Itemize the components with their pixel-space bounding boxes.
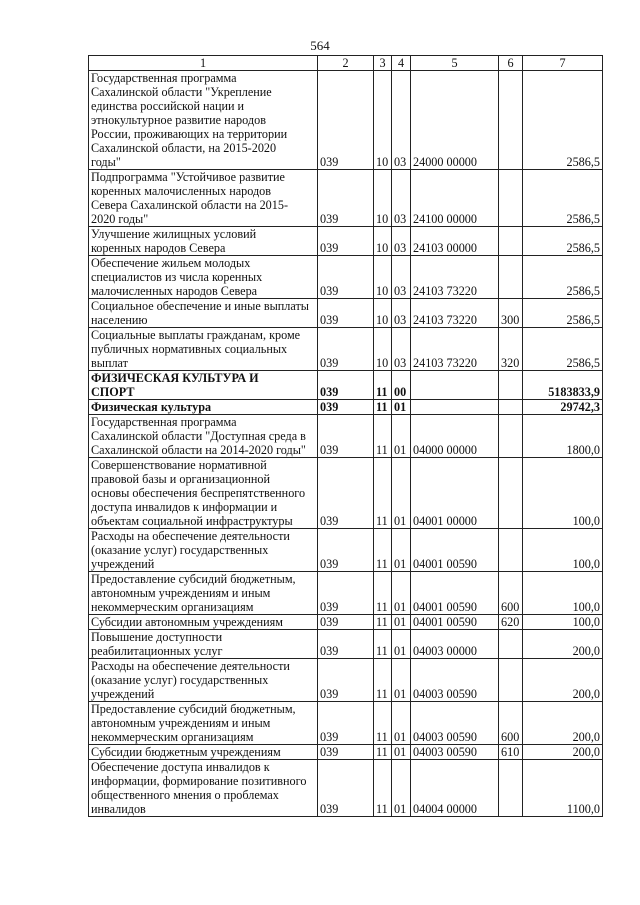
row-amount: 100,0 (523, 572, 603, 615)
row-target-code: 04003 00000 (411, 630, 499, 659)
row-admin-code: 039 (318, 71, 374, 170)
row-expense-type: 300 (499, 299, 523, 328)
row-target-code: 04004 00000 (411, 760, 499, 817)
row-admin-code: 039 (318, 458, 374, 529)
row-amount: 2586,5 (523, 299, 603, 328)
row-target-code: 04000 00000 (411, 415, 499, 458)
table-row (89, 371, 603, 400)
row-target-code: 04003 00590 (411, 745, 499, 760)
row-amount: 2586,5 (523, 71, 603, 170)
table-row (89, 328, 603, 371)
row-name: ФИЗИЧЕСКАЯ КУЛЬТУРА И СПОРТ (89, 371, 318, 400)
row-admin-code: 039 (318, 615, 374, 630)
row-name: Повышение доступности реабилитационных услуг (89, 630, 318, 659)
table-row (89, 71, 603, 170)
row-target-code: 04003 00590 (411, 702, 499, 745)
row-admin-code: 039 (318, 630, 374, 659)
table-row (89, 572, 603, 615)
row-expense-type (499, 170, 523, 227)
row-amount: 2586,5 (523, 170, 603, 227)
row-admin-code: 039 (318, 415, 374, 458)
row-amount: 29742,3 (523, 400, 603, 415)
row-subsection-code: 03 (392, 71, 411, 170)
row-admin-code: 039 (318, 572, 374, 615)
row-amount: 5183833,9 (523, 371, 603, 400)
row-amount: 2586,5 (523, 227, 603, 256)
table-row (89, 458, 603, 529)
budget-table (88, 55, 603, 817)
row-admin-code: 039 (318, 371, 374, 400)
row-target-code: 04001 00590 (411, 529, 499, 572)
table-row (89, 415, 603, 458)
column-header: 5 (411, 56, 499, 71)
row-subsection-code: 03 (392, 256, 411, 299)
row-amount: 200,0 (523, 659, 603, 702)
row-subsection-code: 01 (392, 702, 411, 745)
row-admin-code: 039 (318, 227, 374, 256)
row-name: Предоставление субсидий бюджетным, автономным учреждениям и иным некоммерческим организациям (89, 702, 318, 745)
row-subsection-code: 01 (392, 659, 411, 702)
row-expense-type: 320 (499, 328, 523, 371)
row-target-code: 24103 73220 (411, 328, 499, 371)
column-header: 3 (374, 56, 392, 71)
row-target-code: 24103 73220 (411, 299, 499, 328)
row-name: Государственная программа Сахалинской области "Доступная среда в Сахалинской области на 2014-2020 годы" (89, 415, 318, 458)
row-subsection-code: 01 (392, 458, 411, 529)
row-section-code: 11 (374, 371, 392, 400)
row-expense-type (499, 256, 523, 299)
row-admin-code: 039 (318, 400, 374, 415)
row-section-code: 11 (374, 745, 392, 760)
row-admin-code: 039 (318, 299, 374, 328)
row-expense-type (499, 760, 523, 817)
row-target-code: 04001 00590 (411, 572, 499, 615)
row-name: Социальные выплаты гражданам, кроме публичных нормативных социальных выплат (89, 328, 318, 371)
row-name: Расходы на обеспечение деятельности (оказание услуг) государственных учреждений (89, 659, 318, 702)
row-amount: 200,0 (523, 630, 603, 659)
row-section-code: 11 (374, 702, 392, 745)
table-row (89, 702, 603, 745)
table-row (89, 630, 603, 659)
row-name: Обеспечение доступа инвалидов к информации, формирование позитивного общественного мнения о проблемах инвалидов (89, 760, 318, 817)
row-subsection-code: 01 (392, 529, 411, 572)
row-expense-type (499, 529, 523, 572)
row-section-code: 11 (374, 400, 392, 415)
row-subsection-code: 01 (392, 415, 411, 458)
table-row (89, 529, 603, 572)
table-row (89, 745, 603, 760)
row-expense-type (499, 630, 523, 659)
row-subsection-code: 01 (392, 615, 411, 630)
row-subsection-code: 01 (392, 745, 411, 760)
row-subsection-code: 01 (392, 630, 411, 659)
row-section-code: 10 (374, 170, 392, 227)
row-expense-type (499, 415, 523, 458)
row-admin-code: 039 (318, 745, 374, 760)
row-amount: 1100,0 (523, 760, 603, 817)
row-section-code: 11 (374, 529, 392, 572)
row-expense-type: 620 (499, 615, 523, 630)
row-target-code: 04003 00590 (411, 659, 499, 702)
row-subsection-code: 01 (392, 572, 411, 615)
row-expense-type (499, 659, 523, 702)
row-section-code: 11 (374, 630, 392, 659)
row-expense-type: 610 (499, 745, 523, 760)
table-row (89, 256, 603, 299)
page-number: 564 (310, 38, 330, 53)
row-subsection-code: 01 (392, 760, 411, 817)
table-row (89, 227, 603, 256)
row-name: Государственная программа Сахалинской области "Укрепление единства российской нации и этнокультурное развитие народов России, проживающих на территории Сахалинской области, на 2015-2020 годы" (89, 71, 318, 170)
row-target-code: 24000 00000 (411, 71, 499, 170)
row-target-code: 24103 00000 (411, 227, 499, 256)
row-name: Совершенствование нормативной правовой базы и организационной основы обеспечения беспрепятственного доступа инвалидов к информации и объектам социальной инфраструктуры (89, 458, 318, 529)
row-admin-code: 039 (318, 760, 374, 817)
row-amount: 1800,0 (523, 415, 603, 458)
row-target-code: 04001 00000 (411, 458, 499, 529)
row-section-code: 11 (374, 760, 392, 817)
header-row (89, 56, 603, 71)
row-section-code: 11 (374, 572, 392, 615)
column-header: 1 (89, 56, 318, 71)
row-expense-type (499, 371, 523, 400)
row-name: Предоставление субсидий бюджетным, автономным учреждениям и иным некоммерческим организациям (89, 572, 318, 615)
column-header: 6 (499, 56, 523, 71)
row-name: Улучшение жилищных условий коренных народов Севера (89, 227, 318, 256)
row-section-code: 11 (374, 415, 392, 458)
row-name: Расходы на обеспечение деятельности (оказание услуг) государственных учреждений (89, 529, 318, 572)
row-name: Обеспечение жильем молодых специалистов из числа коренных малочисленных народов Севера (89, 256, 318, 299)
row-subsection-code: 01 (392, 400, 411, 415)
column-header: 4 (392, 56, 411, 71)
row-target-code: 24103 73220 (411, 256, 499, 299)
row-admin-code: 039 (318, 702, 374, 745)
row-expense-type (499, 227, 523, 256)
row-amount: 2586,5 (523, 256, 603, 299)
row-subsection-code: 03 (392, 170, 411, 227)
row-expense-type (499, 400, 523, 415)
row-name: Социальное обеспечение и иные выплаты населению (89, 299, 318, 328)
row-admin-code: 039 (318, 529, 374, 572)
table-row (89, 615, 603, 630)
row-name: Субсидии автономным учреждениям (89, 615, 318, 630)
row-amount: 200,0 (523, 745, 603, 760)
table-row (89, 170, 603, 227)
row-section-code: 10 (374, 328, 392, 371)
row-expense-type (499, 458, 523, 529)
row-section-code: 11 (374, 458, 392, 529)
row-section-code: 11 (374, 615, 392, 630)
row-expense-type: 600 (499, 572, 523, 615)
table-row (89, 659, 603, 702)
row-admin-code: 039 (318, 328, 374, 371)
row-target-code (411, 371, 499, 400)
row-section-code: 10 (374, 71, 392, 170)
row-admin-code: 039 (318, 170, 374, 227)
row-subsection-code: 03 (392, 299, 411, 328)
row-expense-type (499, 71, 523, 170)
column-header: 7 (523, 56, 603, 71)
row-section-code: 10 (374, 299, 392, 328)
row-name: Физическая культура (89, 400, 318, 415)
row-target-code (411, 400, 499, 415)
row-admin-code: 039 (318, 659, 374, 702)
column-header: 2 (318, 56, 374, 71)
row-name: Субсидии бюджетным учреждениям (89, 745, 318, 760)
row-section-code: 10 (374, 256, 392, 299)
row-subsection-code: 03 (392, 227, 411, 256)
row-amount: 200,0 (523, 702, 603, 745)
table-row (89, 299, 603, 328)
row-amount: 100,0 (523, 615, 603, 630)
row-target-code: 04001 00590 (411, 615, 499, 630)
table-row (89, 400, 603, 415)
row-subsection-code: 00 (392, 371, 411, 400)
row-expense-type: 600 (499, 702, 523, 745)
row-admin-code: 039 (318, 256, 374, 299)
row-amount: 100,0 (523, 458, 603, 529)
row-section-code: 11 (374, 659, 392, 702)
row-amount: 2586,5 (523, 328, 603, 371)
table-row (89, 760, 603, 817)
row-name: Подпрограмма "Устойчивое развитие коренных малочисленных народов Севера Сахалинской области на 2015- 2020 годы" (89, 170, 318, 227)
row-amount: 100,0 (523, 529, 603, 572)
row-section-code: 10 (374, 227, 392, 256)
row-subsection-code: 03 (392, 328, 411, 371)
row-target-code: 24100 00000 (411, 170, 499, 227)
